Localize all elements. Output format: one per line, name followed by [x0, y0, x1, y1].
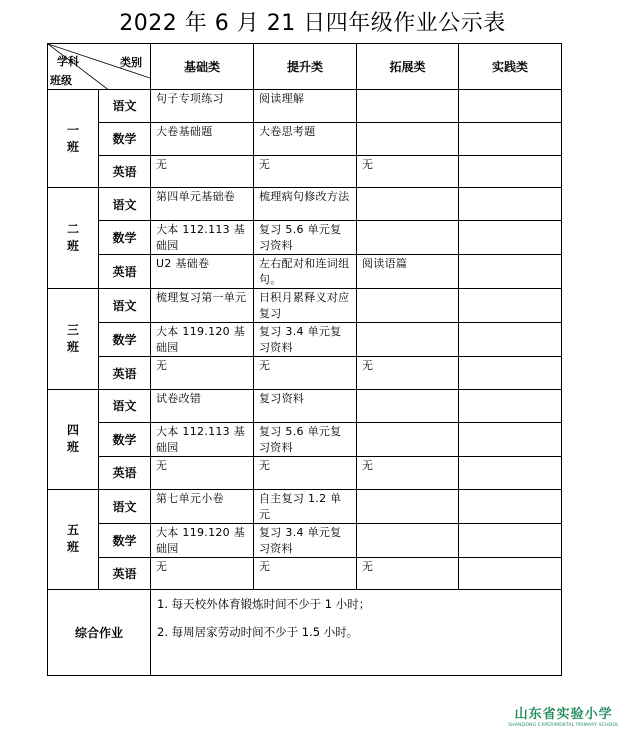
- homework-cell: [357, 323, 459, 357]
- homework-cell: [459, 557, 562, 590]
- table-row: [48, 188, 562, 221]
- class-name-top: 一: [66, 122, 79, 137]
- homework-cell: [459, 389, 562, 422]
- homework-cell: 第七单元小卷: [151, 489, 254, 523]
- homework-cell: 复习 3.4 单元复习资料: [254, 523, 357, 557]
- school-logo: [508, 703, 619, 728]
- homework-cell: [459, 523, 562, 557]
- homework-cell: [459, 422, 562, 456]
- homework-cell: 无: [151, 456, 254, 489]
- class-name-bottom: 班: [66, 139, 79, 154]
- subject-cell: 英语: [99, 255, 151, 289]
- homework-cell: 大本 119.120 基础园: [151, 323, 254, 357]
- table-row: [48, 357, 562, 390]
- homework-cell: 日积月累释义对应复习: [254, 289, 357, 323]
- table-row: [48, 90, 562, 123]
- homework-cell: 大本 119.120 基础园: [151, 523, 254, 557]
- table-row: [48, 422, 562, 456]
- corner-category-label: 类别: [120, 56, 142, 69]
- column-header-basic: 基础类: [151, 44, 254, 90]
- class-name-top: 四: [66, 423, 79, 438]
- homework-cell: 左右配对和连词组句。: [254, 255, 357, 289]
- homework-cell: [459, 456, 562, 489]
- class-name-cell: [48, 489, 99, 590]
- homework-cell: 阅读语篇: [357, 255, 459, 289]
- subject-cell: 数学: [99, 122, 151, 155]
- class-name-top: 二: [66, 222, 79, 237]
- homework-cell: 无: [151, 357, 254, 390]
- homework-cell: [459, 289, 562, 323]
- subject-cell: 英语: [99, 357, 151, 390]
- table-row: [48, 323, 562, 357]
- homework-cell: [459, 489, 562, 523]
- class-name-bottom: 班: [66, 340, 79, 355]
- subject-cell: 英语: [99, 155, 151, 188]
- class-name-bottom: 班: [66, 540, 79, 555]
- homework-cell: [357, 221, 459, 255]
- homework-cell: [357, 489, 459, 523]
- homework-cell: 梳理复习第一单元: [151, 289, 254, 323]
- homework-cell: [357, 389, 459, 422]
- homework-cell: 自主复习 1.2 单元: [254, 489, 357, 523]
- homework-cell: [459, 122, 562, 155]
- homework-cell: [459, 357, 562, 390]
- homework-cell: 复习资料: [254, 389, 357, 422]
- corner-header-cell: [48, 44, 151, 90]
- homework-cell: 大卷基础题: [151, 122, 254, 155]
- homework-cell: 无: [151, 557, 254, 590]
- homework-cell: [357, 188, 459, 221]
- summary-label: 综合作业: [48, 590, 151, 676]
- homework-cell: 无: [357, 456, 459, 489]
- summary-item: 1. 每天校外体育锻炼时间不少于 1 小时；: [157, 597, 371, 612]
- subject-cell: 数学: [99, 221, 151, 255]
- table-row: [48, 523, 562, 557]
- homework-cell: [459, 323, 562, 357]
- page-title: 2022 年 6 月 21 日四年级作业公示表: [119, 11, 506, 36]
- homework-cell: 复习 5.6 单元复习资料: [254, 422, 357, 456]
- homework-cell: U2 基础卷: [151, 255, 254, 289]
- homework-cell: [459, 221, 562, 255]
- homework-cell: [357, 122, 459, 155]
- homework-cell: [459, 188, 562, 221]
- class-name-cell: [48, 389, 99, 489]
- table-row: [48, 289, 562, 323]
- homework-cell: [357, 422, 459, 456]
- homework-cell: 无: [254, 155, 357, 188]
- subject-cell: 数学: [99, 422, 151, 456]
- homework-cell: [459, 255, 562, 289]
- subject-cell: 数学: [99, 523, 151, 557]
- summary-row: [48, 590, 562, 676]
- class-name-top: 三: [66, 323, 79, 338]
- homework-cell: [459, 90, 562, 123]
- table-row: [48, 389, 562, 422]
- column-header-practice: 实践类: [459, 44, 562, 90]
- subject-cell: 语文: [99, 389, 151, 422]
- subject-cell: 数学: [99, 323, 151, 357]
- homework-cell: 阅读理解: [254, 90, 357, 123]
- homework-table: [47, 43, 562, 676]
- table-row: [48, 489, 562, 523]
- homework-cell: 大本 112.113 基础园: [151, 221, 254, 255]
- homework-cell: 大本 112.113 基础园: [151, 422, 254, 456]
- homework-cell: [357, 523, 459, 557]
- class-name-bottom: 班: [66, 440, 79, 455]
- class-name-cell: [48, 289, 99, 390]
- subject-cell: 英语: [99, 456, 151, 489]
- subject-cell: 语文: [99, 289, 151, 323]
- homework-cell: 无: [151, 155, 254, 188]
- homework-cell: 第四单元基础卷: [151, 188, 254, 221]
- table-row: [48, 255, 562, 289]
- homework-cell: 复习 5.6 单元复习资料: [254, 221, 357, 255]
- subject-cell: 语文: [99, 90, 151, 123]
- homework-cell: [357, 289, 459, 323]
- homework-cell: 梳理病句修改方法: [254, 188, 357, 221]
- school-logo-english: SHANDONG EXPERIMENTAL PRIMARY SCHOOL: [508, 723, 619, 728]
- homework-cell: 句子专项练习: [151, 90, 254, 123]
- table-row: [48, 122, 562, 155]
- corner-subject-label: 学科: [57, 55, 79, 68]
- class-name-top: 五: [66, 523, 79, 538]
- table-row: [48, 221, 562, 255]
- table-row: [48, 155, 562, 188]
- summary-item: 2. 每周居家劳动时间不少于 1.5 小时。: [157, 625, 359, 640]
- homework-cell: 复习 3.4 单元复习资料: [254, 323, 357, 357]
- table-row: [48, 456, 562, 489]
- homework-cell: 无: [254, 557, 357, 590]
- school-logo-name: 山东省实验小学: [514, 707, 613, 722]
- homework-cell: [357, 90, 459, 123]
- subject-cell: 语文: [99, 489, 151, 523]
- homework-cell: 无: [254, 357, 357, 390]
- homework-cell: 大卷思考题: [254, 122, 357, 155]
- class-name-cell: [48, 90, 99, 188]
- column-header-improve: 提升类: [254, 44, 357, 90]
- homework-cell: 无: [357, 357, 459, 390]
- table-row: [48, 557, 562, 590]
- homework-cell: 试卷改错: [151, 389, 254, 422]
- corner-class-label: 班级: [50, 74, 72, 87]
- summary-content: [151, 590, 562, 676]
- subject-cell: 英语: [99, 557, 151, 590]
- class-name-cell: [48, 188, 99, 289]
- homework-cell: 无: [357, 155, 459, 188]
- class-name-bottom: 班: [66, 239, 79, 254]
- homework-cell: 无: [254, 456, 357, 489]
- homework-cell: 无: [357, 557, 459, 590]
- column-header-extend: 拓展类: [357, 44, 459, 90]
- homework-cell: [459, 155, 562, 188]
- subject-cell: 语文: [99, 188, 151, 221]
